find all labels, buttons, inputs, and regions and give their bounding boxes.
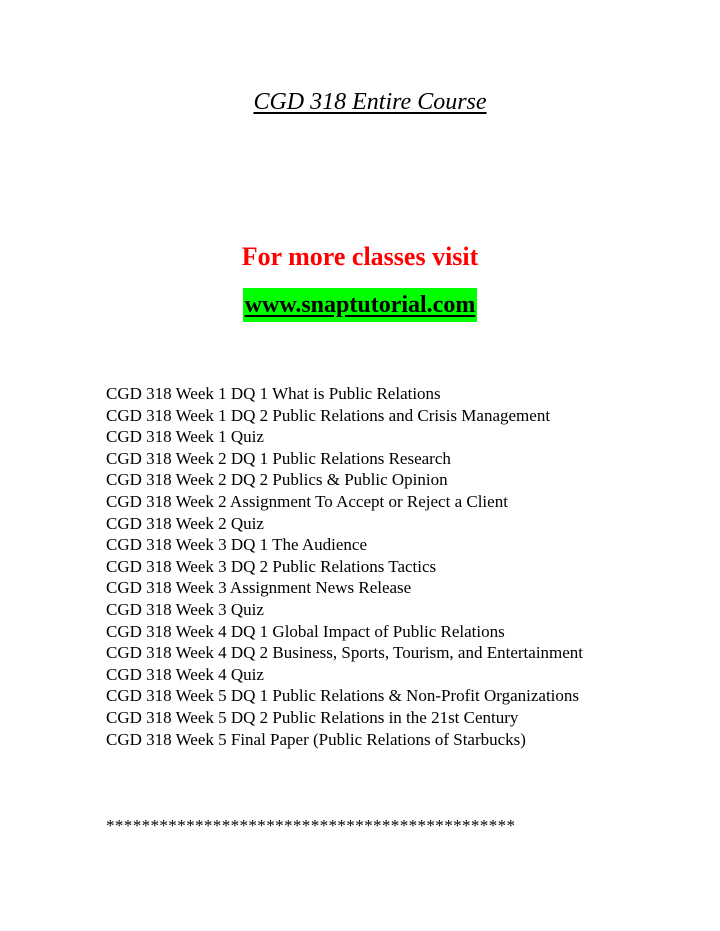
list-item-text: CGD 318 Week 2 DQ 1 Public Relations Research: [106, 448, 451, 468]
list-item-text: CGD 318 Week 3 Assignment News Release: [106, 578, 412, 598]
list-item: [85, 664, 685, 686]
list-item-text: CGD 318 Week 3 Quiz: [106, 599, 264, 619]
list-item-text: CGD 318 Week 1 DQ 2 Public Relations and Crisis Management: [106, 405, 551, 425]
list-item: [85, 469, 685, 491]
site-link[interactable]: www.snaptutorial.com: [243, 288, 478, 322]
site-link-container: [0, 288, 720, 322]
course-title: CGD 318 Entire Course: [253, 89, 487, 115]
list-item-text: CGD 318 Week 4 DQ 2 Business, Sports, Tourism, and Entertainment: [106, 643, 584, 663]
list-item-text: CGD 318 Week 1 DQ 1 What is Public Relations: [106, 384, 441, 403]
list-item: [85, 405, 685, 427]
separator-stars: **********************************************: [106, 816, 516, 835]
list-item-text: CGD 318 Week 2 Quiz: [106, 513, 264, 533]
list-item: [85, 577, 685, 599]
list-item: [85, 513, 685, 535]
promo-text: For more classes visit: [241, 242, 479, 271]
list-item: [85, 491, 685, 513]
list-item: [85, 729, 685, 751]
list-item: [85, 621, 685, 643]
list-item: [85, 448, 685, 470]
list-item-text: CGD 318 Week 5 Final Paper (Public Relations of Starbucks): [106, 729, 526, 749]
list-item: [85, 599, 685, 621]
list-item: [85, 426, 685, 448]
list-item-text: CGD 318 Week 4 DQ 1 Global Impact of Public Relations: [106, 621, 505, 641]
list-item-text: CGD 318 Week 4 Quiz: [106, 664, 264, 684]
list-item: [85, 534, 685, 556]
list-item: [85, 383, 685, 405]
list-item: [85, 707, 685, 729]
list-item-text: CGD 318 Week 1 Quiz: [106, 427, 264, 447]
list-item: [85, 642, 685, 664]
list-item: [85, 556, 685, 578]
course-item-list: [85, 383, 685, 750]
list-item-text: CGD 318 Week 3 DQ 1 The Audience: [106, 535, 367, 555]
list-item-text: CGD 318 Week 3 DQ 2 Public Relations Tactics: [106, 556, 437, 576]
list-item-text: CGD 318 Week 5 DQ 1 Public Relations & Non-Profit Organizations: [106, 686, 580, 706]
list-item-text: CGD 318 Week 2 DQ 2 Publics & Public Opinion: [106, 470, 448, 490]
list-item-text: CGD 318 Week 2 Assignment To Accept or Reject a Client: [106, 491, 508, 511]
list-item-text: CGD 318 Week 5 DQ 2 Public Relations in the 21st Century: [106, 707, 519, 727]
list-item: [85, 685, 685, 707]
